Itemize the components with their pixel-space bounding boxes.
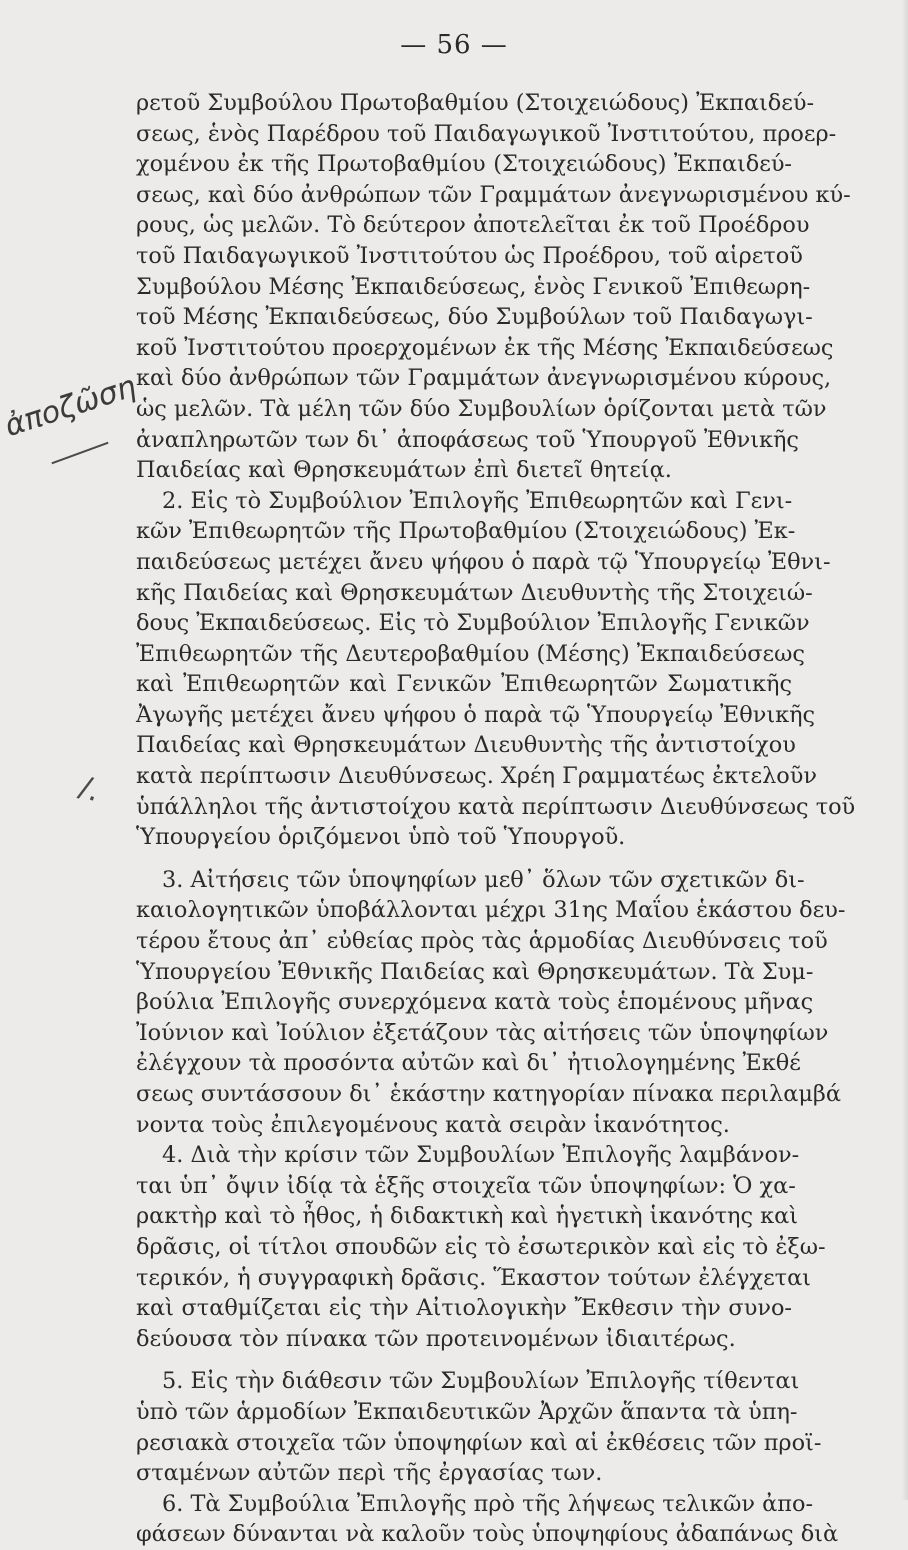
- text-line: τοῦ Παιδαγωγικοῦ Ἰνστιτούτου ὡς Προέδρου, τοῦ αἱρετοῦ: [136, 242, 803, 269]
- text-line: Παιδείας καὶ Θρησκευμάτων Διευθυντὴς τῆς ἀντιστοίχου: [136, 732, 796, 759]
- paragraph-4-start: 4. Διὰ τὴν κρίσιν τῶν Συμβουλίων Ἐπιλογῆς λαμβάνον-: [162, 1142, 800, 1169]
- text-line: καὶ σταθμίζεται εἰς τὴν Αἰτιολογικὴν Ἔκθεσιν τὴν συνο-: [136, 1295, 792, 1322]
- text-line: χομένου ἐκ τῆς Πρωτοβαθμίου (Στοιχειώδους) Ἐκπαιδεύ-: [136, 151, 792, 178]
- text-line: τερικόν, ἡ συγγραφικὴ δρᾶσις. Ἕκαστον τούτων ἐλέγχεται: [136, 1264, 811, 1291]
- text-line: τοῦ Μέσης Ἐκπαιδεύσεως, δύο Συμβούλων τοῦ Παιδαγωγι-: [136, 304, 813, 331]
- text-line: Ὑπουργείου Ἐθνικῆς Παιδείας καὶ Θρησκευμάτων. Τὰ Συμ-: [136, 958, 814, 985]
- text-line: ἀναπληρωτῶν των δι᾽ ἀποφάσεως τοῦ Ὑπουργοῦ Ἐθνικῆς: [136, 426, 799, 453]
- text-line: ὑπάλληλοι τῆς ἀντιστοίχου κατὰ περίπτωσιν Διευθύνσεως τοῦ: [136, 793, 856, 820]
- text-line: ὡς μελῶν. Τὰ μέλη τῶν δύο Συμβουλίων ὁρίζονται μετὰ τῶν: [136, 395, 827, 422]
- text-line: ρεσιακὰ στοιχεῖα τῶν ὑποψηφίων καὶ αἱ ἐκθέσεις τῶν προϊ-: [136, 1429, 822, 1456]
- text-line: δεύουσα τὸν πίνακα τῶν προτεινομένων ἰδιαιτέρως.: [136, 1325, 736, 1352]
- handwritten-margin-mark: /.: [74, 769, 106, 810]
- handwritten-margin-note: ἀποζῶση: [0, 368, 141, 445]
- text-line: καὶ δύο ἀνθρώπων τῶν Γραμμάτων ἀνεγνωρισμένου κύρους,: [136, 365, 832, 392]
- paragraph-3-start: 3. Αἰτήσεις τῶν ὑποψηφίων μεθ᾽ ὅλων τῶν σχετικῶν δι-: [162, 866, 805, 893]
- paragraph-6-start: 6. Τὰ Συμβούλια Ἐπιλογῆς πρὸ τῆς λήψεως τελικῶν ἀπο-: [162, 1490, 814, 1517]
- text-line: σεως, καὶ δύο ἀνθρώπων τῶν Γραμμάτων ἀνεγνωρισμένου κύ-: [136, 181, 851, 208]
- text-line: Παιδείας καὶ Θρησκευμάτων ἐπὶ διετεῖ θητείᾳ.: [136, 457, 672, 484]
- text-line: Ὑπουργείου ὁριζόμενοι ὑπὸ τοῦ Ὑπουργοῦ.: [136, 824, 626, 851]
- text-line: ὑπὸ τῶν ἁρμοδίων Ἐκπαιδευτικῶν Ἀρχῶν ἅπαντα τὰ ὑπη-: [136, 1398, 798, 1425]
- text-line: φάσεων δύνανται νὰ καλοῦν τοὺς ὑποψηφίους ἀδαπάνως διὰ: [136, 1521, 839, 1548]
- text-line: καιολογητικῶν ὑποβάλλονται μέχρι 31ης Μαΐου ἑκάστου δευ-: [136, 897, 846, 924]
- scan-edge-shadow: [902, 0, 908, 1500]
- text-line: παιδεύσεως μετέχει ἄνευ ψήφου ὁ παρὰ τῷ Ὑπουργείῳ Ἐθνι-: [136, 548, 831, 575]
- text-line: κῆς Παιδείας καὶ Θρησκευμάτων Διευθυντὴς τῆς Στοιχειώ-: [136, 579, 813, 606]
- text-line: κατὰ περίπτωσιν Διευθύνσεως. Χρέη Γραμματέως ἐκτελοῦν: [136, 763, 818, 790]
- text-line: δους Ἐκπαιδεύσεως. Εἰς τὸ Συμβούλιον Ἐπιλογῆς Γενικῶν: [136, 610, 810, 637]
- paragraph-2-start: 2. Εἰς τὸ Συμβούλιον Ἐπιλογῆς Ἐπιθεωρητῶν καὶ Γενι-: [162, 487, 793, 514]
- text-line: βούλια Ἐπιλογῆς συνερχόμενα κατὰ τοὺς ἑπομένους μῆνας: [136, 989, 814, 1016]
- margin-note-underline: [51, 442, 108, 464]
- text-line: Συμβούλου Μέσης Ἐκπαιδεύσεως, ἑνὸς Γενικοῦ Ἐπιθεωρη-: [136, 273, 811, 300]
- paragraph-5-start: 5. Εἰς τὴν διάθεσιν τῶν Συμβουλίων Ἐπιλογῆς τίθενται: [162, 1368, 800, 1395]
- text-line: ρετοῦ Συμβούλου Πρωτοβαθμίου (Στοιχειώδους) Ἐκπαιδεύ-: [136, 90, 815, 116]
- text-line: Ἀγωγῆς μετέχει ἄνευ ψήφου ὁ παρὰ τῷ Ὑπουργείῳ Ἐθνικῆς: [136, 701, 816, 728]
- text-line: Ἐπιθεωρητῶν τῆς Δευτεροβαθμίου (Μέσης) Ἐκπαιδεύσεως: [136, 640, 805, 667]
- text-line: Ἰούνιον καὶ Ἰούλιον ἐξετάζουν τὰς αἰτήσεις τῶν ὑποψηφίων: [136, 1019, 829, 1046]
- body-text: [136, 88, 856, 1550]
- text-line: δρᾶσις, οἱ τίτλοι σπουδῶν εἰς τὸ ἐσωτερικὸν καὶ εἰς τὸ ἐξω-: [136, 1233, 826, 1260]
- text-line: σεως συντάσσουν δι᾽ ἑκάστην κατηγορίαν πίνακα περιλαμβά: [136, 1081, 841, 1107]
- text-line: σεως, ἑνὸς Παρέδρου τοῦ Παιδαγωγικοῦ Ἰνστιτούτου, προερ-: [136, 120, 837, 147]
- text-line: σταμένων αὐτῶν περὶ τῆς ἐργασίας των.: [136, 1460, 603, 1487]
- text-line: κοῦ Ἰνστιτούτου προερχομένων ἐκ τῆς Μέσης Ἐκπαιδεύσεως: [136, 334, 834, 361]
- text-line: κῶν Ἐπιθεωρητῶν τῆς Πρωτοβαθμίου (Στοιχειώδους) Ἐκ-: [136, 518, 796, 545]
- text-line: ἐλέγχουν τὰ προσόντα αὐτῶν καὶ δι᾽ ἠτιολογημένης Ἐκθέ: [136, 1050, 801, 1077]
- text-line: ρους, ὡς μελῶν. Τὸ δεύτερον ἀποτελεῖται ἐκ τοῦ Προέδρου: [136, 212, 810, 239]
- text-line: τέρου ἔτους ἀπ᾽ εὐθείας πρὸς τὰς ἁρμοδίας Διευθύνσεις τοῦ: [136, 928, 828, 955]
- text-line: καὶ Ἐπιθεωρητῶν καὶ Γενικῶν Ἐπιθεωρητῶν Σωματικῆς: [136, 671, 792, 698]
- text-line: νοντα τοὺς ἐπιλεγομένους κατὰ σειρὰν ἱκανότητος.: [136, 1111, 730, 1138]
- text-line: ρακτὴρ καὶ τὸ ἦθος, ἡ διδακτικὴ καὶ ἡγετικὴ ἱκανότης καὶ: [136, 1203, 799, 1230]
- text-line: ται ὑπ᾽ ὄψιν ἰδίᾳ τὰ ἑξῆς στοιχεῖα τῶν ὑποψηφίων: Ὁ χα-: [136, 1172, 796, 1199]
- page-number: — 56 —: [400, 30, 508, 60]
